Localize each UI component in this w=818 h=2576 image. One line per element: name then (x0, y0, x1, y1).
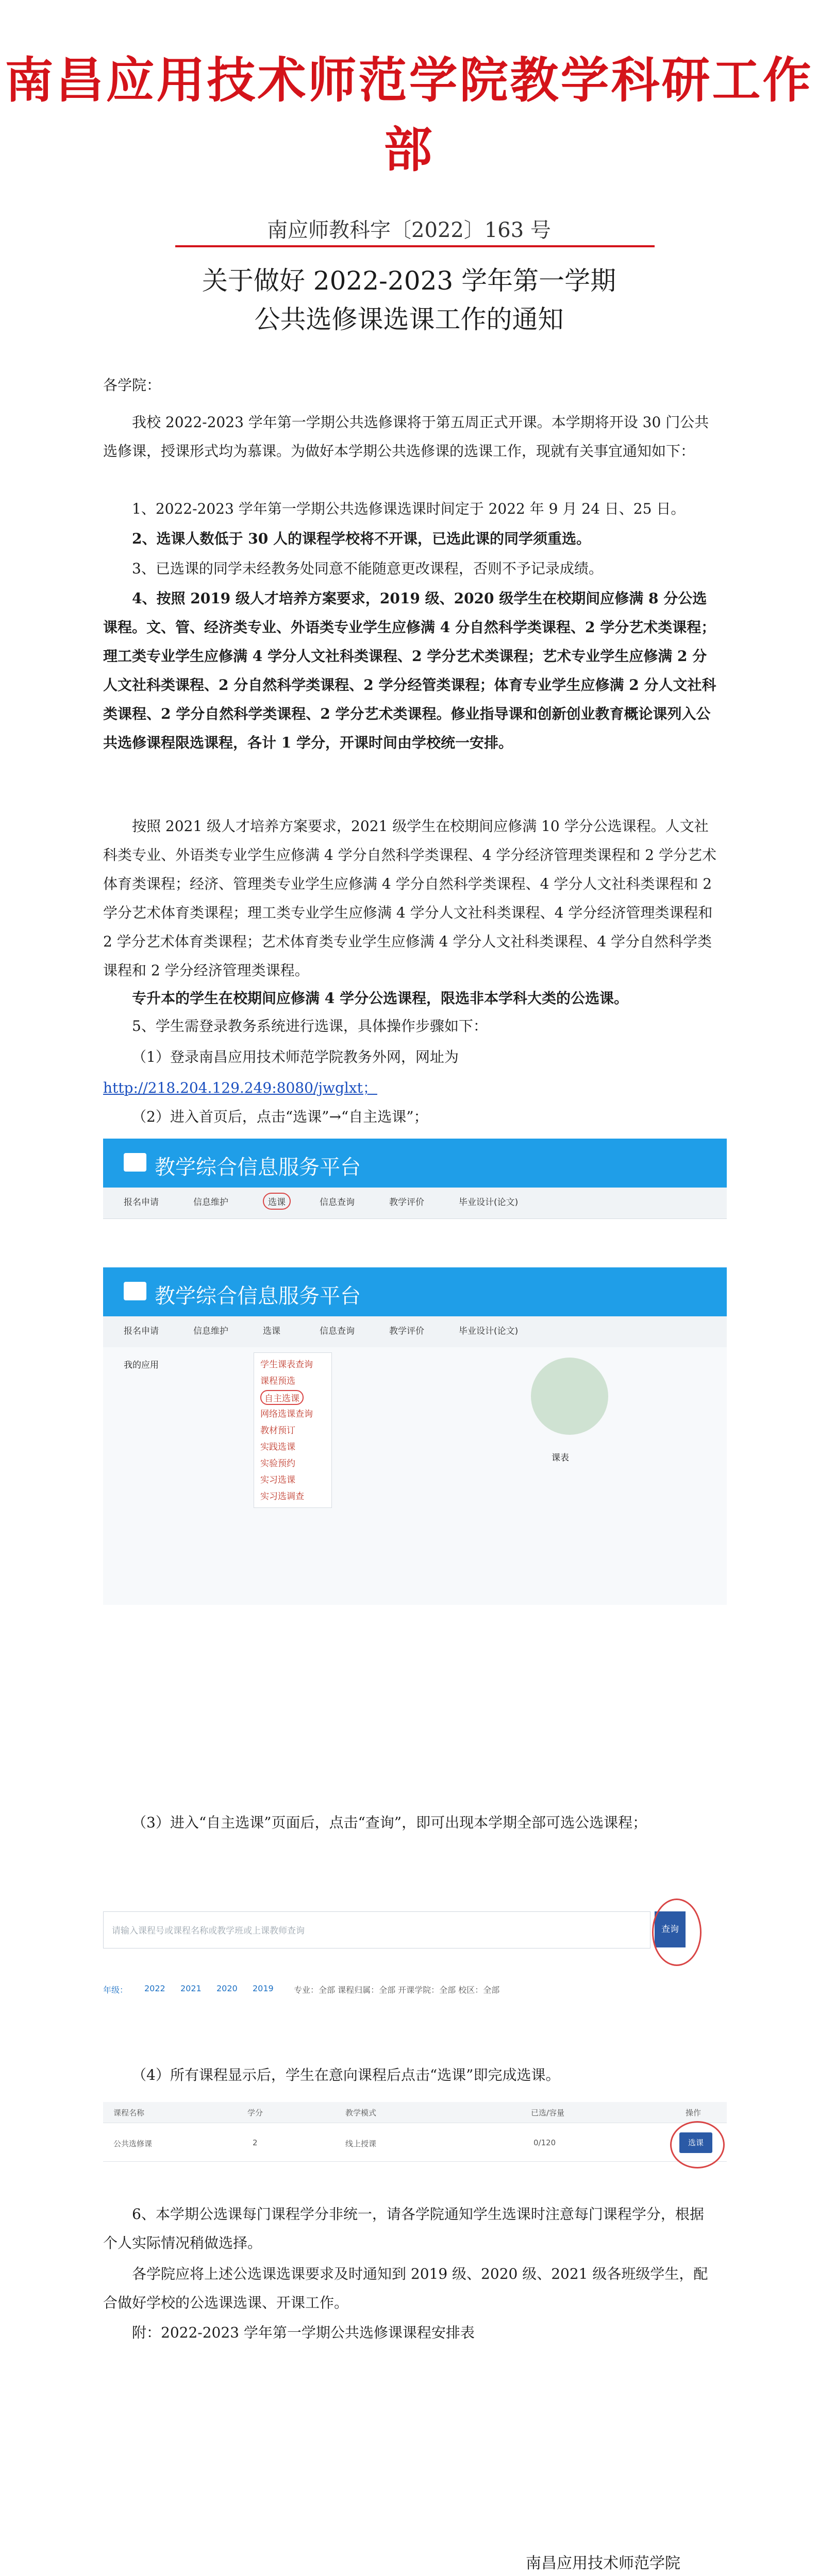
grade-filter-row (103, 1984, 727, 1999)
query-highlight-circle (652, 1899, 702, 1966)
step-1-login (103, 1043, 716, 1072)
grade-tag-2022[interactable]: 2022 (144, 1984, 165, 1993)
platform-nav-bar (103, 1188, 727, 1219)
col-teaching-mode: 教学模式 (345, 2108, 377, 2117)
item-2021-plan: 按照 2021 级人才培养方案要求，2021 级学生在校期间应修满 10 学分公选课程。人文社科类专业、外语类专业学生应修满 4 学分自然科学类课程、4 学分经济管理类课程和 2 学分艺术体育类课程；经济、管理类专业学生应修满 4 学分自然科学类课程、4 学分人文社科类课程和 2 学分艺术体育类课程；理工类专业学生应修满 4 学分人文社科类课程、4 学分经济管理类课程和 2 学分艺术体育类课程；艺术体育类专业学生应修满 4 学分人文社科类课程、4 学分自然科学类课程和 2 学分经济管理类课程。 (103, 818, 716, 979)
row-course-name: 公共选修课 (113, 2139, 153, 2148)
col-enrollment: 已选/容量 (531, 2108, 565, 2117)
item-selection-time: 1、2022-2023 学年第一学期公共选修课选课时间定于 2022 年 9 月 24 日、25 日。 (132, 500, 686, 517)
select-highlight-circle (670, 2121, 725, 2168)
platform-content-area (103, 1347, 727, 1605)
step-1-text: （1）登录南昌应用技术师范学院教务外网，网址为 (132, 1048, 459, 1065)
nav2-teaching-evaluation[interactable]: 教学评价 (389, 1326, 424, 1336)
row-credit: 2 (253, 2138, 258, 2147)
step-4-select: （4）所有课程显示后，学生在意向课程后点击“选课”即完成选课。 (132, 2066, 560, 2083)
timetable-label: 课表 (552, 1453, 569, 1463)
nav-info-maintenance[interactable]: 信息维护 (193, 1197, 228, 1208)
avatar (531, 1358, 608, 1435)
menu-student-timetable[interactable]: 学生课表查询 (260, 1360, 313, 1370)
item-2019-plan: 4、按照 2019 级人才培养方案要求，2019 级、2020 级学生在校期间应修满 8 分公选课程。文、管、经济类专业、外语类专业学生应修满 4 分自然科学类课程、2 学分艺术类课程；理工类专业学生应修满 4 学分人文社科类课程、2 学分艺术类课程；艺术专业学生应修满 2 分人文社科类课程、2 分自然科学类课程、2 学分经管类课程；体育专业学生应修满 2 分人文社科类课程、2 学分自然科学类课程、2 学分艺术类课程。修业指导课和创新创业教育概论课列入公共选修课程限选课程，各计 1 学分，开课时间由学校统一安排。 (103, 590, 716, 751)
nav-info-query[interactable]: 信息查询 (320, 1197, 355, 1208)
platform-logo-icon (124, 1153, 146, 1172)
col-course-name: 课程名称 (113, 2108, 145, 2117)
query-button[interactable]: 查询 (655, 1911, 686, 1947)
intro-paragraph: 我校 2022-2023 学年第一学期公共选修课将于第五周正式开课。本学期将开设 30 门公共选修课，授课形式均为慕课。为做好本学期公共选修课的选课工作，现就有关事宜通知如下： (103, 414, 709, 460)
nav2-graduation-thesis[interactable]: 毕业设计(论文) (459, 1326, 519, 1336)
notice-title-line1: 关于做好 2022-2023 学年第一学期 (202, 266, 616, 296)
menu-pre-selection[interactable]: 课程预选 (260, 1376, 295, 1386)
screenshot-search (103, 1896, 727, 2030)
item-credit-note: 6、本学期公选课每门课程学分非统一，请各学院通知学生选课时注意每门课程学分，根据个人实际情况稍做选择。 (103, 2206, 704, 2251)
menu-online-query[interactable]: 网络选课查询 (260, 1409, 313, 1419)
menu-self-selection[interactable]: 自主选课 (260, 1390, 304, 1405)
platform-title-2: 教学综合信息服务平台 (155, 1284, 361, 1308)
menu-textbook[interactable]: 教材预订 (260, 1426, 295, 1436)
my-apps-label: 我的应用 (124, 1360, 159, 1370)
step-2-navigate: （2）进入首页后，点击“选课”→“自主选课”； (132, 1108, 428, 1125)
nav-graduation-thesis[interactable]: 毕业设计(论文) (459, 1197, 519, 1208)
nav2-info-query[interactable]: 信息查询 (320, 1326, 355, 1336)
row-teaching-mode: 线上授课 (345, 2139, 377, 2148)
row-enrollment: 0/120 (533, 2138, 556, 2147)
attachment-note: 附：2022-2023 学年第一学期公共选修课课程安排表 (132, 2324, 475, 2341)
nav2-course-selection[interactable]: 选课 (263, 1326, 280, 1336)
col-action: 操作 (686, 2108, 702, 2117)
document-number: 南应师教科字〔2022〕163 号 (267, 218, 551, 242)
search-placeholder: 请输入课程号或课程名称或教学班或上课教师查询 (112, 1926, 305, 1936)
red-divider-line (175, 245, 655, 247)
grade-tag-2020[interactable]: 2020 (216, 1984, 238, 1993)
signature-organization: 南昌应用技术师范学院 (526, 2554, 680, 2572)
nav2-registration[interactable]: 报名申请 (124, 1326, 159, 1336)
nav-course-selection[interactable]: 选课 (263, 1193, 291, 1210)
item-minimum-enrollment: 2、选课人数低于 30 人的课程学校将不开课，已选此课的同学须重选。 (132, 530, 591, 547)
item-upgrade-students: 专升本的学生在校期间应修满 4 学分公选课程，限选非本学科大类的公选课。 (132, 990, 628, 1007)
menu-practice[interactable]: 实践选课 (260, 1442, 295, 1452)
nav-teaching-evaluation[interactable]: 教学评价 (389, 1197, 424, 1208)
screenshot-course-list (103, 2097, 727, 2174)
course-list-header (103, 2102, 727, 2123)
academic-system-link[interactable]: http://218.204.129.249:8080/jwglxt； (103, 1079, 377, 1096)
step-3-query: （3）进入“自主选课”页面后，点击“查询”，即可出现本学期全部可选公选课程； (132, 1814, 647, 1831)
course-list-row (103, 2125, 727, 2162)
grade-tag-2019[interactable]: 2019 (253, 1984, 274, 1993)
grade-tag-2021[interactable]: 2021 (180, 1984, 202, 1993)
filter-row-text: 专业：全部 课程归属：全部 开课学院：全部 校区：全部 (294, 1985, 500, 1995)
screenshot-course-menu (103, 1139, 727, 1788)
menu-internship[interactable]: 实习选课 (260, 1475, 295, 1485)
menu-lab-booking[interactable]: 实验预约 (260, 1459, 295, 1469)
platform-header-bar (103, 1139, 727, 1188)
item-no-change: 3、已选课的同学未经教务处同意不能随意更改课程，否则不予记录成绩。 (132, 560, 603, 577)
item-steps-intro: 5、学生需登录教务系统进行选课，具体操作步骤如下： (132, 1018, 488, 1035)
platform-logo-icon-2 (124, 1282, 146, 1300)
select-course-button[interactable]: 选课 (679, 2132, 712, 2153)
course-dropdown-menu (254, 1352, 332, 1508)
nav-registration[interactable]: 报名申请 (124, 1197, 159, 1208)
salutation: 各学院： (103, 377, 161, 394)
search-input[interactable] (103, 1911, 650, 1948)
platform-title: 教学综合信息服务平台 (155, 1156, 361, 1179)
col-credit: 学分 (247, 2108, 263, 2117)
nav2-info-maintenance[interactable]: 信息维护 (193, 1326, 228, 1336)
platform-nav-bar-2 (103, 1316, 727, 1348)
issuing-organization-title: 南昌应用技术师范学院教学科研工作部 (5, 53, 813, 178)
notice-title-line2: 公共选修课选课工作的通知 (254, 304, 564, 334)
platform-header-bar-2 (103, 1267, 727, 1316)
item-notify-colleges: 各学院应将上述公选课选课要求及时通知到 2019 级、2020 级、2021 级各班级学生，配合做好学校的公选课选课、开课工作。 (103, 2265, 708, 2311)
grade-label: 年级： (103, 1985, 128, 1995)
menu-internship-survey[interactable]: 实习选调查 (260, 1492, 304, 1502)
